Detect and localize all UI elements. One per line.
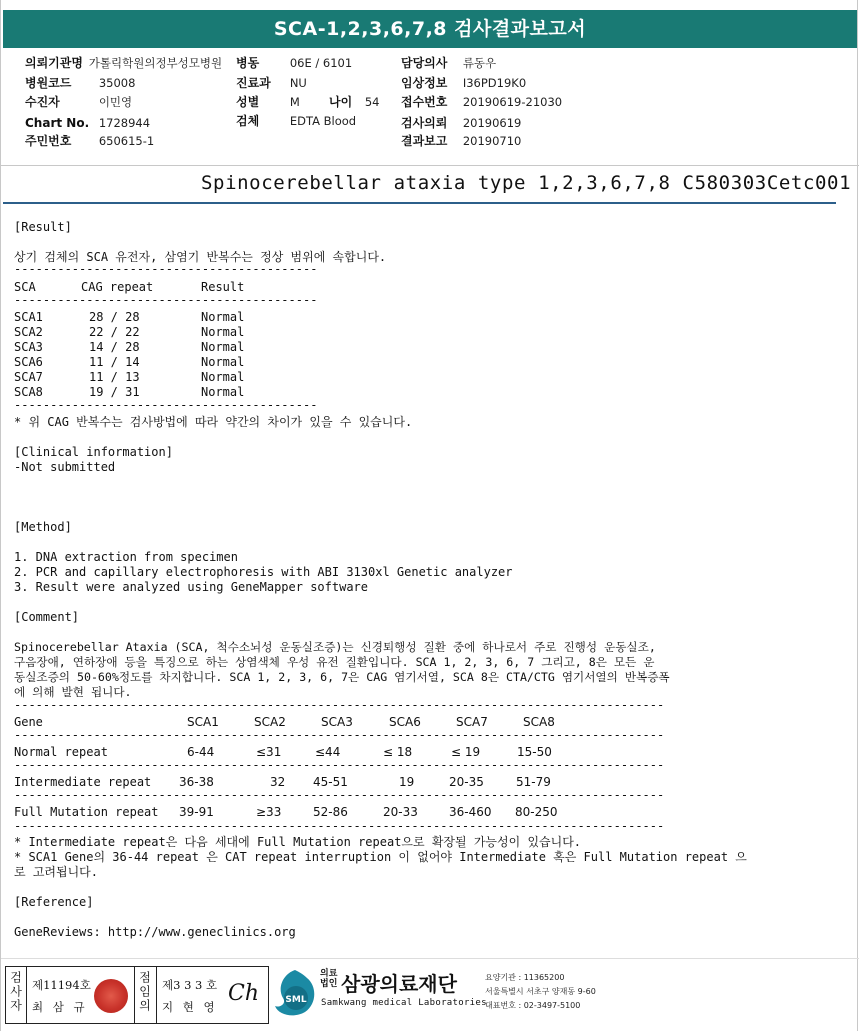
cell-sca: SCA2 [14, 325, 43, 339]
cell-result: Normal [201, 310, 245, 324]
cell-result: Normal [201, 325, 245, 339]
cell-cag: 22 / 22 [89, 325, 140, 339]
header-row [401, 74, 526, 93]
method-item: 3. Result were analyzed using GeneMapper software [14, 580, 369, 594]
header-row [236, 112, 356, 131]
table-cell: ≥33 [256, 805, 282, 819]
field-value: 650615-1 [98, 134, 155, 148]
verifier-signature: Ch [228, 981, 260, 1006]
table-cell: 32 [270, 775, 286, 789]
table-cell: 36-460 [449, 805, 492, 819]
divider: ------------------------------------------------------------------------------------------ [14, 698, 665, 712]
divider: ------------------------------------------ [14, 293, 318, 307]
comment-line: 에 의해 발현 됩니다. [14, 685, 132, 699]
th-sca: SCA8 [523, 715, 555, 729]
org-info: 대표번호 : 02-3497-5100 [485, 1001, 581, 1010]
result-col-result: Result [201, 280, 245, 294]
table-cell: 52-86 [313, 805, 348, 819]
field-label: 병원코드 [25, 76, 72, 90]
org-name-en: Samkwang medical Laboratories [321, 998, 487, 1008]
comment-note: 로 고려됩니다. [14, 865, 99, 879]
field-value: 1728944 [98, 116, 151, 130]
title-divider [3, 202, 836, 204]
org-name-ko: 삼광의료재단 [341, 972, 457, 996]
clinical-heading: [Clinical information] [14, 445, 173, 459]
field-value: I36PD19K0 [462, 76, 527, 90]
field-label: 담당의사 [401, 56, 448, 70]
header-row [25, 54, 222, 73]
cell-sca: SCA3 [14, 340, 43, 354]
verifier-id: 제3 3 3 호 [162, 978, 218, 992]
result-summary: 상기 검체의 SCA 유전자, 삼염기 반복수는 정상 범위에 속합니다. [14, 250, 387, 264]
examiner-name: 최 삼 규 [32, 1000, 88, 1014]
field-value: 35008 [98, 76, 136, 90]
clinical-text: -Not submitted [14, 460, 116, 474]
verifier-name: 지 현 영 [162, 1000, 218, 1014]
cell-result: Normal [201, 340, 245, 354]
row-label: Full Mutation repeat [14, 805, 159, 819]
table-cell: ≤ 18 [383, 745, 413, 759]
field-value: 06E / 6101 [289, 56, 353, 70]
table-cell: 80-250 [515, 805, 558, 819]
sml-logo-icon [273, 968, 319, 1018]
verifier-label-text: 점임의 [137, 971, 152, 1013]
cell-sca: SCA8 [14, 385, 43, 399]
field-value: 20190619 [462, 116, 522, 130]
cell-cag: 11 / 14 [89, 355, 140, 369]
org-type-line: 법인 [320, 979, 338, 989]
examiner-id: 제11194호 [32, 978, 91, 992]
table-cell: 20-35 [449, 775, 484, 789]
header-row [401, 93, 562, 112]
field-label: 의뢰기관명 [25, 56, 83, 70]
table-cell: 39-91 [179, 805, 214, 819]
method-heading: [Method] [14, 520, 72, 534]
cell-cag: 19 / 31 [89, 385, 140, 399]
cell-sca: SCA1 [14, 310, 43, 324]
divider: ------------------------------------------ [14, 398, 318, 412]
verifier-label [137, 971, 151, 1016]
comment-line: 구음장애, 연하장애 등을 특징으로 하는 상염색체 우성 유전 질환입니다. SCA 1, 2, 3, 6, 7 그리고, 8은 모든 운 [14, 655, 655, 669]
cell-result: Normal [201, 370, 245, 384]
field-value: 20190619-21030 [462, 95, 563, 109]
reference-text: GeneReviews: http://www.geneclinics.org [14, 925, 296, 939]
table-cell: 45-51 [313, 775, 348, 789]
field-value: 가톨릭학원의정부성모병원 [88, 56, 223, 70]
header-row [401, 132, 521, 151]
field-value: NU [289, 76, 307, 90]
divider [156, 967, 157, 1023]
result-col-sca: SCA [14, 280, 36, 294]
table-cell: ≤44 [315, 745, 341, 759]
logo-text: SML [285, 995, 307, 1005]
org-info: 요양기관 : 11365200 [485, 973, 565, 982]
divider [134, 967, 135, 1023]
divider: ------------------------------------------------------------------------------------------ [14, 788, 665, 802]
org-type-label [320, 969, 337, 989]
field-label: 병동 [236, 56, 260, 70]
row-label: Normal repeat [14, 745, 108, 759]
examiner-label-text: 검사자 [8, 971, 23, 1013]
table-cell: 20-33 [383, 805, 418, 819]
th-gene: Gene [14, 715, 43, 729]
header-row [236, 54, 352, 73]
method-item: 2. PCR and capillary electrophoresis with ABI 3130xl Genetic analyzer [14, 565, 513, 579]
comment-heading: [Comment] [14, 610, 80, 624]
test-title: Spinocerebellar ataxia type 1,2,3,6,7,8 C580303Cetc001 [201, 172, 852, 194]
cell-result: Normal [201, 385, 245, 399]
field-value: 54 [364, 95, 380, 109]
reference-heading: [Reference] [14, 895, 94, 909]
field-label: 성별 [236, 95, 260, 109]
divider [26, 967, 27, 1023]
cell-cag: 11 / 13 [89, 370, 140, 384]
header-row [329, 93, 379, 112]
org-info: 서울특별시 서초구 양재동 9-60 [485, 987, 596, 996]
field-value: 20190710 [462, 134, 522, 148]
divider: ------------------------------------------------------------------------------------------ [14, 819, 665, 833]
field-label: 진료과 [236, 76, 271, 90]
signature-box [5, 966, 269, 1024]
table-cell: ≤31 [256, 745, 282, 759]
examiner-label [8, 971, 22, 1016]
org-type-line: 의료 [320, 969, 338, 979]
field-label: 검체 [236, 114, 260, 128]
comment-line: Spinocerebellar Ataxia (SCA, 척수소뇌성 운동실조증)는 신경퇴행성 질환 중에 하나로서 주로 진행성 운동실조, [14, 640, 656, 654]
method-item: 1. DNA extraction from specimen [14, 550, 238, 564]
field-label: 검사의뢰 [401, 116, 448, 130]
field-label: 임상정보 [401, 76, 448, 90]
result-col-cag: CAG repeat [81, 280, 154, 294]
field-value: M [289, 95, 300, 109]
field-label: 나이 [329, 95, 353, 109]
cell-cag: 28 / 28 [89, 310, 140, 324]
table-cell: 19 [399, 775, 415, 789]
table-cell: 36-38 [179, 775, 214, 789]
th-sca: SCA1 [187, 715, 219, 729]
comment-line: 동실조증의 50-60%정도를 차지합니다. SCA 1, 2, 3, 6, 7은 CAG 염기서열, SCA 8은 CTA/CTG 염기서열의 반복증폭 [14, 670, 670, 684]
patient-header [1, 48, 859, 166]
header-row [25, 74, 135, 93]
result-note: * 위 CAG 반복수는 검사방법에 따라 약간의 차이가 있을 수 있습니다. [14, 415, 413, 429]
divider: ------------------------------------------ [14, 262, 318, 276]
cell-sca: SCA6 [14, 355, 43, 369]
field-value: 류동우 [462, 56, 497, 70]
field-label: 주민번호 [25, 134, 72, 148]
field-label: Chart No. [25, 116, 90, 130]
table-cell: 6-44 [187, 745, 215, 759]
header-row [401, 114, 521, 133]
table-cell: ≤ 19 [451, 745, 481, 759]
divider: ------------------------------------------------------------------------------------------ [14, 758, 665, 772]
cell-sca: SCA7 [14, 370, 43, 384]
header-row [236, 74, 307, 93]
report-title: SCA-1,2,3,6,7,8 검사결과보고서 [3, 10, 857, 48]
table-cell: 15-50 [517, 745, 552, 759]
comment-note: * Intermediate repeat은 다음 세대에 Full Mutation repeat으로 확장될 가능성이 있습니다. [14, 835, 582, 849]
cell-cag: 14 / 28 [89, 340, 140, 354]
th-sca: SCA3 [321, 715, 353, 729]
seal-stamp-icon [94, 979, 128, 1013]
comment-note: * SCA1 Gene의 36-44 repeat 은 CAT repeat interruption 이 없어야 Intermediate 혹은 Full Mutation repeat 으 [14, 850, 747, 864]
header-row [25, 114, 150, 133]
field-label: 접수번호 [401, 95, 448, 109]
field-value: EDTA Blood [289, 114, 357, 128]
field-value: 이민영 [98, 95, 133, 109]
header-row [25, 132, 154, 151]
header-row [401, 54, 496, 73]
th-sca: SCA6 [389, 715, 421, 729]
result-heading: [Result] [14, 220, 72, 234]
header-row [236, 93, 300, 112]
th-sca: SCA2 [254, 715, 286, 729]
field-label: 결과보고 [401, 134, 448, 148]
cell-result: Normal [201, 355, 245, 369]
field-label: 수진자 [25, 95, 60, 109]
th-sca: SCA7 [456, 715, 488, 729]
divider: ------------------------------------------------------------------------------------------ [14, 728, 665, 742]
header-row [25, 93, 132, 112]
row-label: Intermediate repeat [14, 775, 152, 789]
table-cell: 51-79 [516, 775, 551, 789]
